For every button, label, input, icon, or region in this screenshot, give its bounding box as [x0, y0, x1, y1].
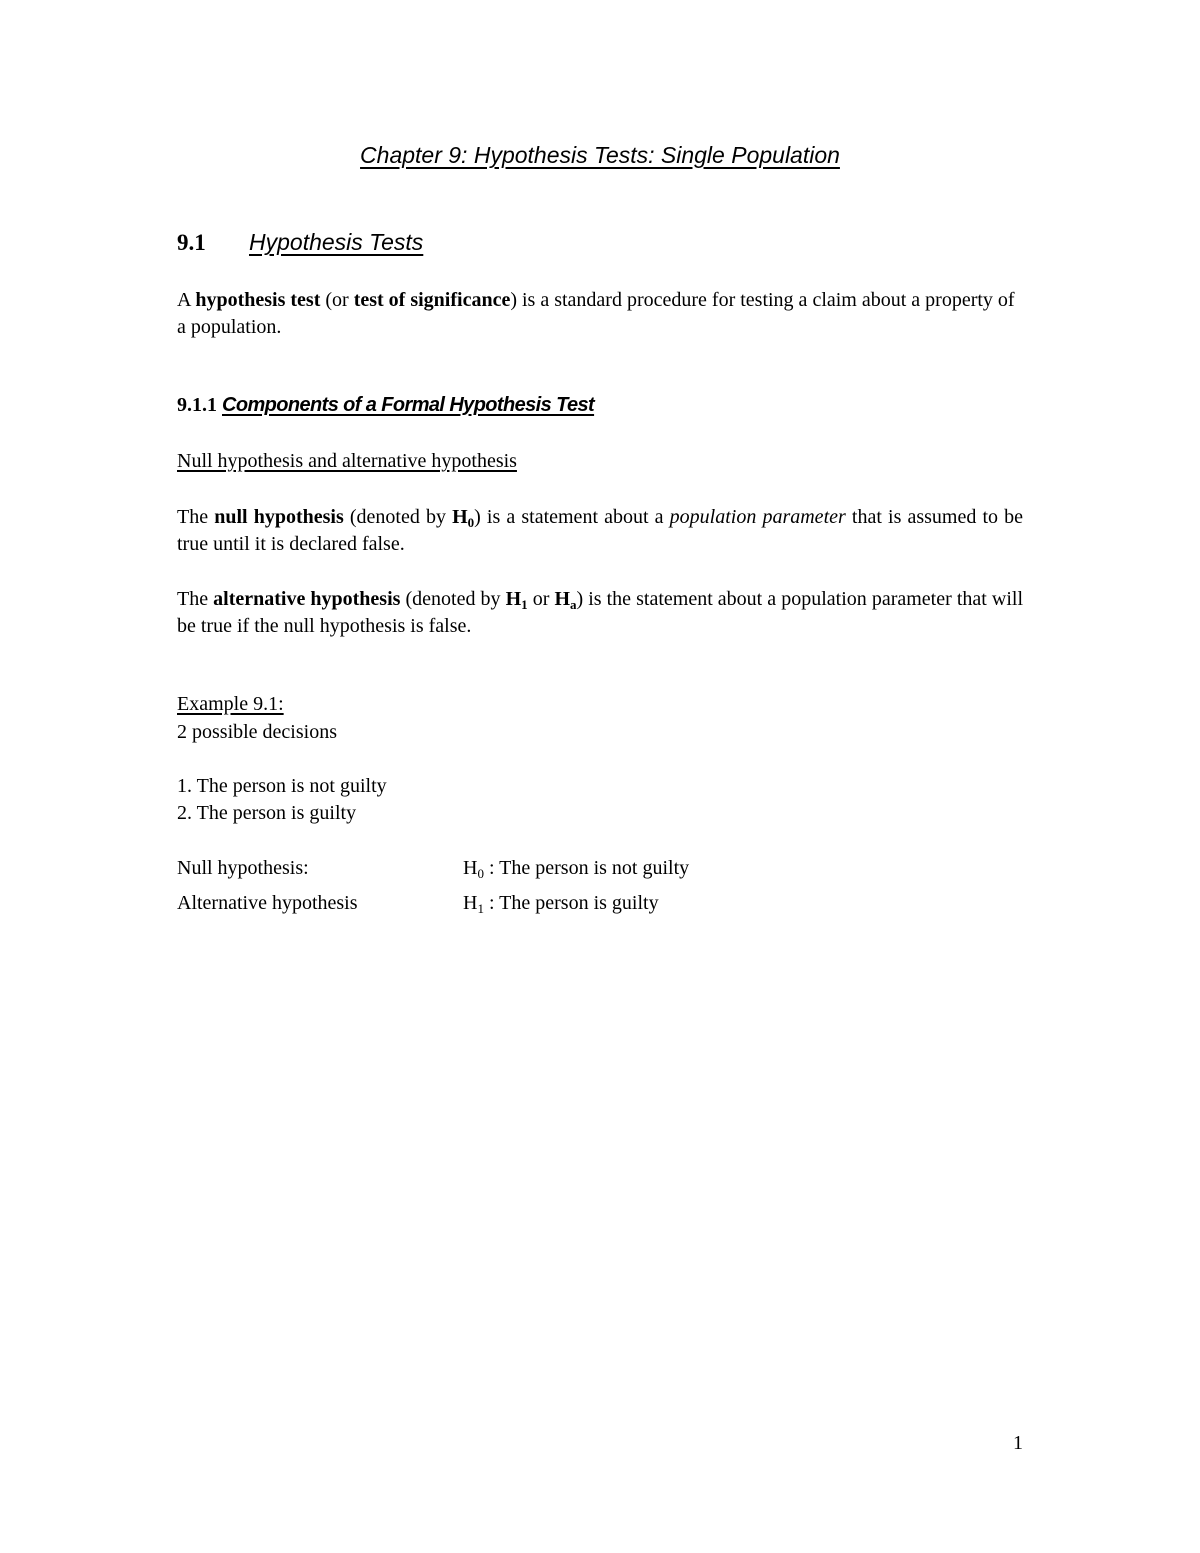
subsection-number: 9.1.1: [177, 394, 217, 416]
symbol-subscript: a: [570, 597, 577, 612]
list-item: 2. The person is guilty: [177, 802, 357, 824]
term-population-parameter: population parameter: [669, 506, 846, 528]
symbol-h: H: [463, 857, 478, 879]
null-hypothesis-paragraph: [177, 504, 1023, 558]
text-run: or: [527, 588, 555, 610]
example-intro: 2 possible decisions: [177, 721, 337, 743]
list-item: 1. The person is not guilty: [177, 775, 387, 797]
alternative-hypothesis-statement: [463, 892, 659, 915]
symbol-subscript: 0: [467, 515, 475, 530]
symbol-subscript: 1: [521, 597, 528, 612]
text-run: ) is a standard procedure for testing a claim about a property of a population.: [177, 289, 1015, 338]
section-heading: [177, 229, 423, 256]
chapter-title: Chapter 9: Hypothesis Tests: Single Population: [360, 142, 840, 168]
subsection-heading: [177, 394, 594, 417]
null-hypothesis-label: Null hypothesis:: [177, 857, 309, 879]
alternative-hypothesis-label: Alternative hypothesis: [177, 892, 358, 914]
page-number: 1: [1013, 1432, 1023, 1454]
text-run: The: [177, 506, 215, 528]
null-alt-heading: Null hypothesis and alternative hypothesis: [177, 450, 517, 472]
section-title: Hypothesis Tests: [249, 229, 424, 255]
symbol-subscript: 1: [477, 901, 484, 916]
null-hypothesis-statement: [463, 857, 689, 880]
term-null-hypothesis: null hypothesis: [214, 506, 344, 528]
symbol-subscript: 0: [477, 866, 484, 881]
definition-paragraph: [177, 287, 1023, 341]
term-hypothesis-test: hypothesis test: [195, 289, 321, 311]
text-run: ) is the statement about a population parameter that will be true if the null hypothesis is false.: [177, 588, 1023, 637]
alternative-hypothesis-paragraph: [177, 586, 1023, 640]
term-test-of-significance: test of significance: [353, 289, 511, 311]
text-run: (denoted by: [400, 588, 506, 610]
text-run: : The person is not guilty: [483, 857, 690, 879]
text-run: (or: [320, 289, 354, 311]
symbol-h: H: [452, 506, 468, 528]
text-run: : The person is guilty: [483, 892, 659, 914]
symbol-h: H: [463, 892, 478, 914]
text-run: ) is a statement about a: [474, 506, 670, 528]
text-run: (denoted by: [343, 506, 453, 528]
text-run: that is assumed to be true until it is declared false.: [177, 506, 1024, 555]
symbol-h: H: [505, 588, 522, 610]
example-heading: Example 9.1:: [177, 693, 284, 715]
symbol-h: H: [554, 588, 570, 610]
text-run: A: [177, 289, 196, 311]
subsection-title: Components of a Formal Hypothesis Test: [222, 394, 595, 416]
section-number: 9.1: [177, 230, 206, 255]
text-run: The: [177, 588, 214, 610]
term-alternative-hypothesis: alternative hypothesis: [213, 588, 401, 610]
